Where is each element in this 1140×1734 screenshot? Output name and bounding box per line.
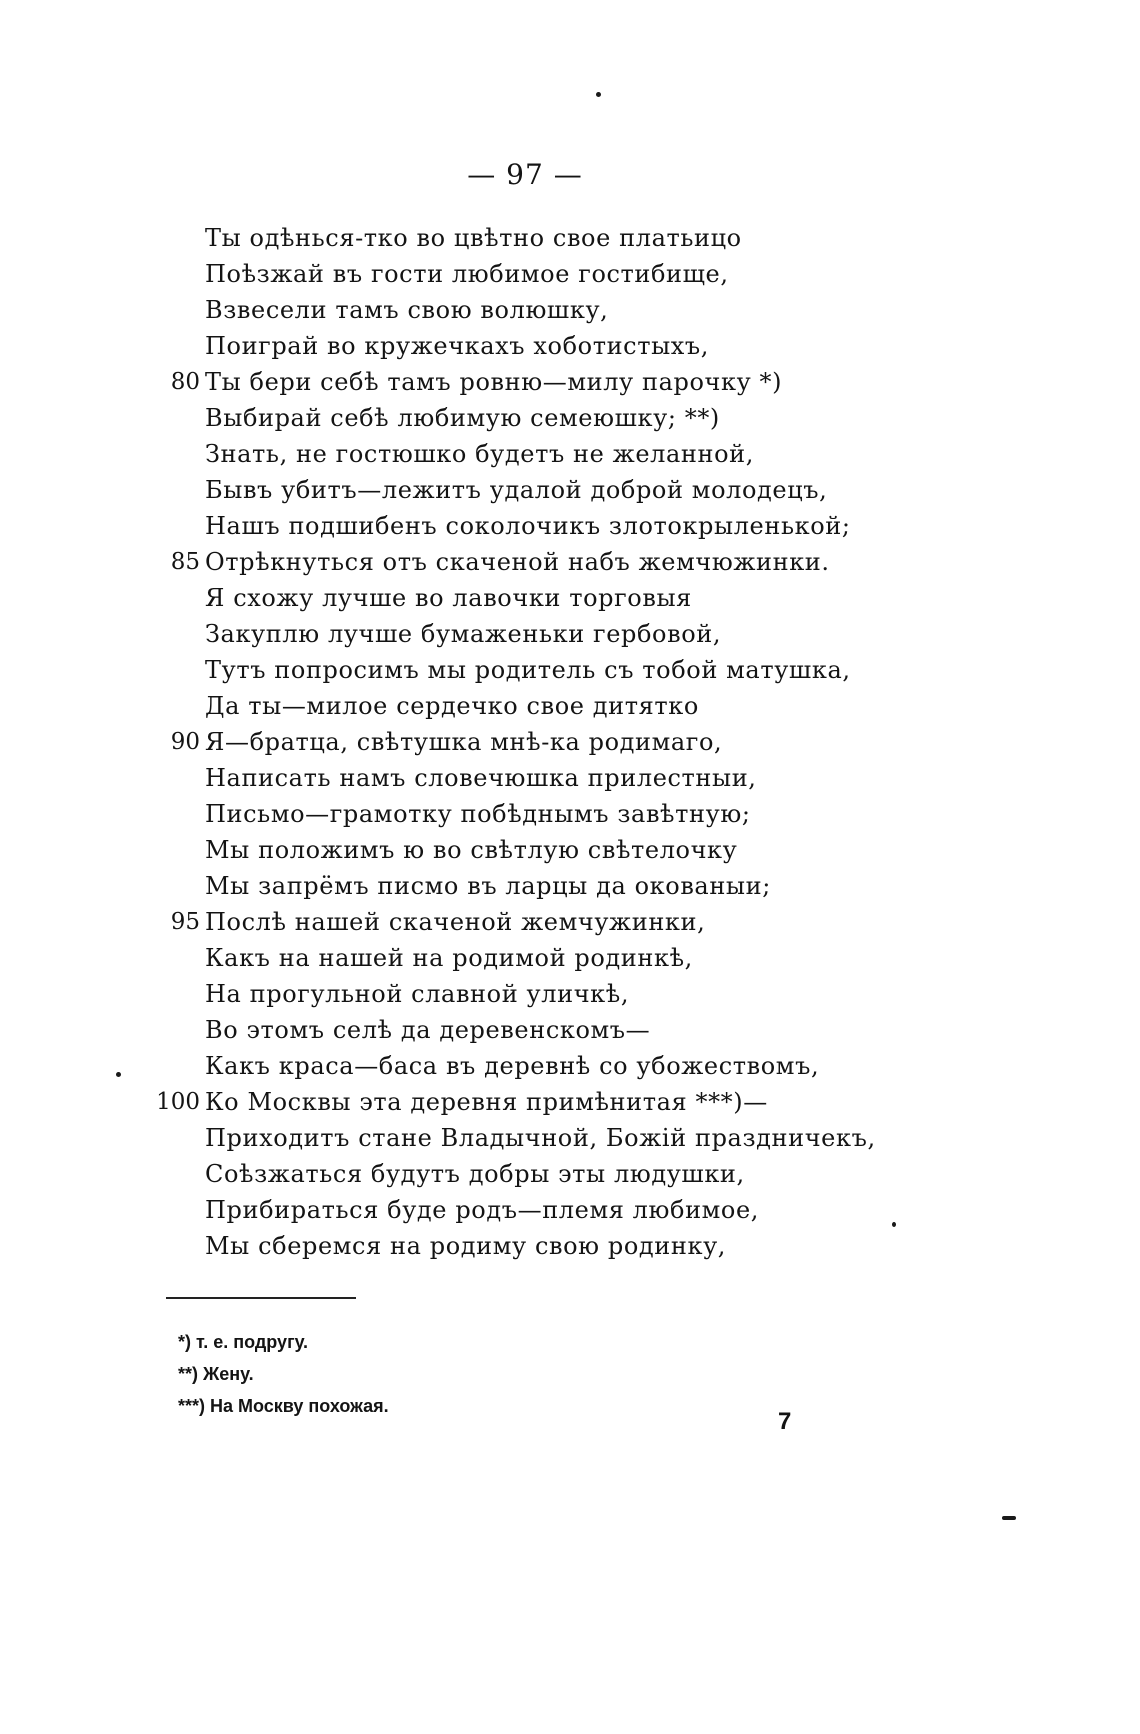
- verse-line: [150, 724, 1070, 760]
- verse-line: [150, 1120, 1070, 1156]
- verse-line: [150, 220, 1070, 256]
- verse-line: [150, 256, 1070, 292]
- verse-line: [150, 508, 1070, 544]
- line-text: Мы запрёмъ писмо въ ларцы да окованыи;: [205, 872, 771, 900]
- line-text: Ты одѣнься-тко во цвѣтно свое платьицо: [205, 224, 742, 252]
- verse-line: [150, 796, 1070, 832]
- verse-line: [150, 976, 1070, 1012]
- page-number: — 97 —: [467, 158, 583, 191]
- verse-line: [150, 688, 1070, 724]
- verse-line: [150, 1192, 1070, 1228]
- line-text: Во этомъ селѣ да деревенскомъ—: [205, 1016, 651, 1044]
- line-text: Прибираться буде родъ—племя любимое,: [205, 1196, 760, 1224]
- line-text: Соѣзжаться будутъ добры эты людушки,: [205, 1160, 745, 1188]
- line-number: 100: [156, 1089, 200, 1115]
- line-text: Да ты—милое сердечко свое дитятко: [205, 692, 699, 720]
- line-number: 90: [170, 729, 200, 755]
- verse-line: [150, 364, 1070, 400]
- line-number: 80: [170, 369, 200, 395]
- line-text: Выбирай себѣ любимую семеюшку; **): [205, 404, 720, 432]
- line-number: 85: [170, 549, 200, 575]
- verse-line: [150, 760, 1070, 796]
- verse-line: [150, 832, 1070, 868]
- ink-speck: [596, 92, 601, 97]
- line-text: Приходитъ стане Владычной, Божій праздничекъ,: [205, 1124, 876, 1152]
- line-text: Закуплю лучше бумаженьки гербовой,: [205, 620, 722, 648]
- verse-line: [150, 868, 1070, 904]
- printer-signature-mark: 7: [778, 1408, 792, 1435]
- line-text: Отрѣкнуться отъ скаченой набъ жемчюжинки.: [205, 548, 830, 576]
- footnote: **) Жену.: [178, 1364, 254, 1384]
- verse-line: [150, 940, 1070, 976]
- verse-line: [150, 544, 1070, 580]
- verse-line: [150, 292, 1070, 328]
- line-text: Ко Москвы эта деревня примѣнитая ***)—: [205, 1088, 768, 1116]
- verse-line: [150, 652, 1070, 688]
- line-text: Поиграй во кружечкахъ хоботистыхъ,: [205, 332, 710, 360]
- verse-line: [150, 580, 1070, 616]
- line-text: Тутъ попросимъ мы родитель съ тобой матушка,: [205, 656, 851, 684]
- line-text: Бывъ убитъ—лежитъ удалой доброй молодецъ,: [205, 476, 828, 504]
- line-text: Послѣ нашей скаченой жемчужинки,: [205, 908, 706, 936]
- verse-line: [150, 328, 1070, 364]
- verse-line: [150, 1012, 1070, 1048]
- footnotes: [178, 1326, 389, 1422]
- line-text: На прогульной славной уличкѣ,: [205, 980, 630, 1008]
- verse-line: [150, 400, 1070, 436]
- verse-line: [150, 616, 1070, 652]
- line-text: Я—братца, свѣтушка мнѣ-ка родимаго,: [205, 728, 723, 756]
- line-text: Написать намъ словечюшка прилестныи,: [205, 764, 757, 792]
- line-number: 95: [170, 909, 200, 935]
- line-text: Нашъ подшибенъ соколочикъ злотокрыленькой;: [205, 512, 851, 540]
- verse-text: [150, 220, 1070, 1264]
- line-text: Поѣзжай въ гости любимое гостибище,: [205, 260, 729, 288]
- verse-line: [150, 472, 1070, 508]
- line-text: Мы сберемся на родиму свою родинку,: [205, 1232, 727, 1260]
- line-text: Письмо—грамотку побѣднымъ завѣтную;: [205, 800, 751, 828]
- verse-line: [150, 436, 1070, 472]
- footnote: *) т. е. подругу.: [178, 1332, 308, 1352]
- verse-line: [150, 1084, 1070, 1120]
- footnote: ***) На Москву похожая.: [178, 1396, 389, 1416]
- verse-line: [150, 1228, 1070, 1264]
- ink-speck: [116, 1072, 121, 1077]
- line-text: Я схожу лучше во лавочки торговыя: [205, 584, 692, 612]
- footnote-divider: [166, 1297, 356, 1299]
- line-text: Какъ краса—баса въ деревнѣ со убожествомъ,: [205, 1052, 820, 1080]
- verse-line: [150, 1156, 1070, 1192]
- line-text: Мы положимъ ю во свѣтлую свѣтелочку: [205, 836, 738, 864]
- ink-speck: [1002, 1516, 1016, 1520]
- verse-line: [150, 904, 1070, 940]
- verse-line: [150, 1048, 1070, 1084]
- line-text: Ты бери себѣ тамъ ровню—милу парочку *): [205, 368, 783, 396]
- line-text: Взвесели тамъ свою волюшку,: [205, 296, 609, 324]
- line-text: Какъ на нашей на родимой родинкѣ,: [205, 944, 693, 972]
- line-text: Знать, не гостюшко будетъ не желанной,: [205, 440, 754, 468]
